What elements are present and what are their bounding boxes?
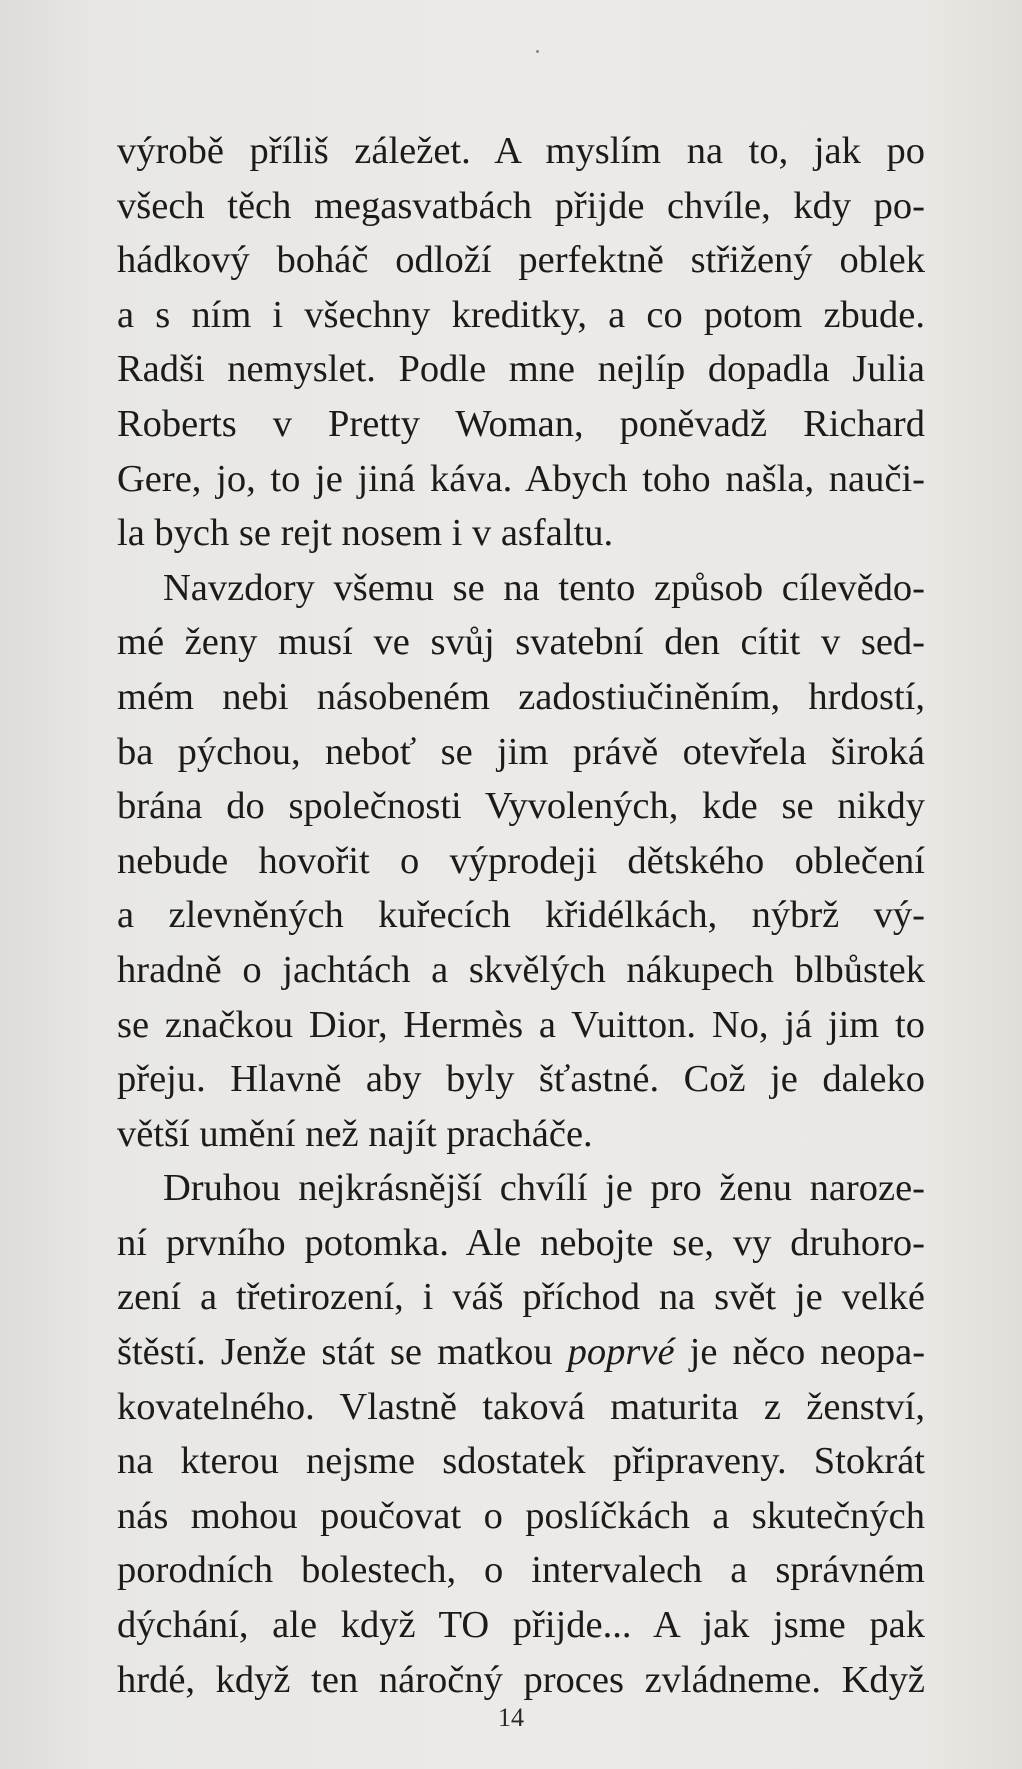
text-segment: je něco neopa- bbox=[689, 1331, 926, 1374]
text-line: se značkou Dior, Hermès a Vuitton. No, já jim to bbox=[117, 1003, 925, 1046]
paragraph-first-line: Navzdory všemu se na tento způsob cílevědo- bbox=[163, 566, 925, 609]
text-line: výrobě příliš záležet. A myslím na to, jak po bbox=[117, 130, 925, 172]
text-line: brána do společnosti Vyvolených, kde se nikdy bbox=[117, 785, 925, 828]
text-line: Roberts v Pretty Woman, poněvadž Richard bbox=[117, 402, 925, 445]
paragraph-first-line: Druhou nejkrásnější chvílí je pro ženu naroze- bbox=[163, 1167, 925, 1210]
text-line: větší umění než najít pracháče. bbox=[117, 1112, 593, 1155]
text-line: všech těch megasvatbách přijde chvíle, kdy po- bbox=[117, 184, 925, 227]
text-line: nebude hovořit o výprodeji dětského oblečení bbox=[117, 839, 925, 882]
text-line: přeju. Hlavně aby byly šťastné. Což je daleko bbox=[117, 1058, 925, 1101]
text-line: ba pýchou, neboť se jim právě otevřela široká bbox=[117, 730, 925, 773]
text-line: ní prvního potomka. Ale nebojte se, vy druhoro- bbox=[117, 1221, 925, 1264]
emphasis-word: poprvé bbox=[567, 1331, 675, 1374]
page-number: 14 bbox=[498, 1703, 524, 1732]
text-line: kovatelného. Vlastně taková maturita z ženství, bbox=[117, 1385, 925, 1428]
text-line: mém nebi násobeném zadostiučiněním, hrdostí, bbox=[117, 675, 925, 718]
text-line: nás mohou poučovat o poslíčkách a skutečných bbox=[117, 1494, 925, 1537]
text-line: Gere, jo, to je jiná káva. Abych toho našla, nauči- bbox=[117, 457, 925, 500]
text-segment: štěstí. Jenže stát se matkou bbox=[117, 1331, 553, 1374]
text-line: la bych se rejt nosem i v asfaltu. bbox=[117, 512, 614, 555]
text-line: dýchání, ale když TO přijde... A jak jsme pak bbox=[117, 1604, 925, 1647]
text-line-with-italic bbox=[117, 1325, 925, 1380]
text-line: na kterou nejsme sdostatek připraveny. Stokrát bbox=[117, 1440, 925, 1483]
text-line: hrdé, když ten náročný proces zvládneme. Když bbox=[117, 1658, 925, 1701]
text-line: hádkový boháč odloží perfektně střižený oblek bbox=[117, 239, 925, 282]
text-line: zení a třetirození, i váš příchod na svět je velké bbox=[117, 1276, 925, 1319]
text-line: a s ním i všechny kreditky, a co potom zbude. bbox=[117, 293, 925, 336]
body-text bbox=[117, 124, 925, 1707]
text-line: a zlevněných kuřecích křidélkách, nýbrž vý- bbox=[117, 894, 925, 937]
text-line: porodních bolestech, o intervalech a správném bbox=[117, 1549, 925, 1592]
text-line: Radši nemyslet. Podle mne nejlíp dopadla Julia bbox=[117, 348, 925, 391]
text-line: hradně o jachtách a skvělých nákupech blbůstek bbox=[117, 948, 925, 991]
text-line: mé ženy musí ve svůj svatební den cítit v sed- bbox=[117, 621, 925, 664]
paper-speck bbox=[536, 50, 539, 53]
